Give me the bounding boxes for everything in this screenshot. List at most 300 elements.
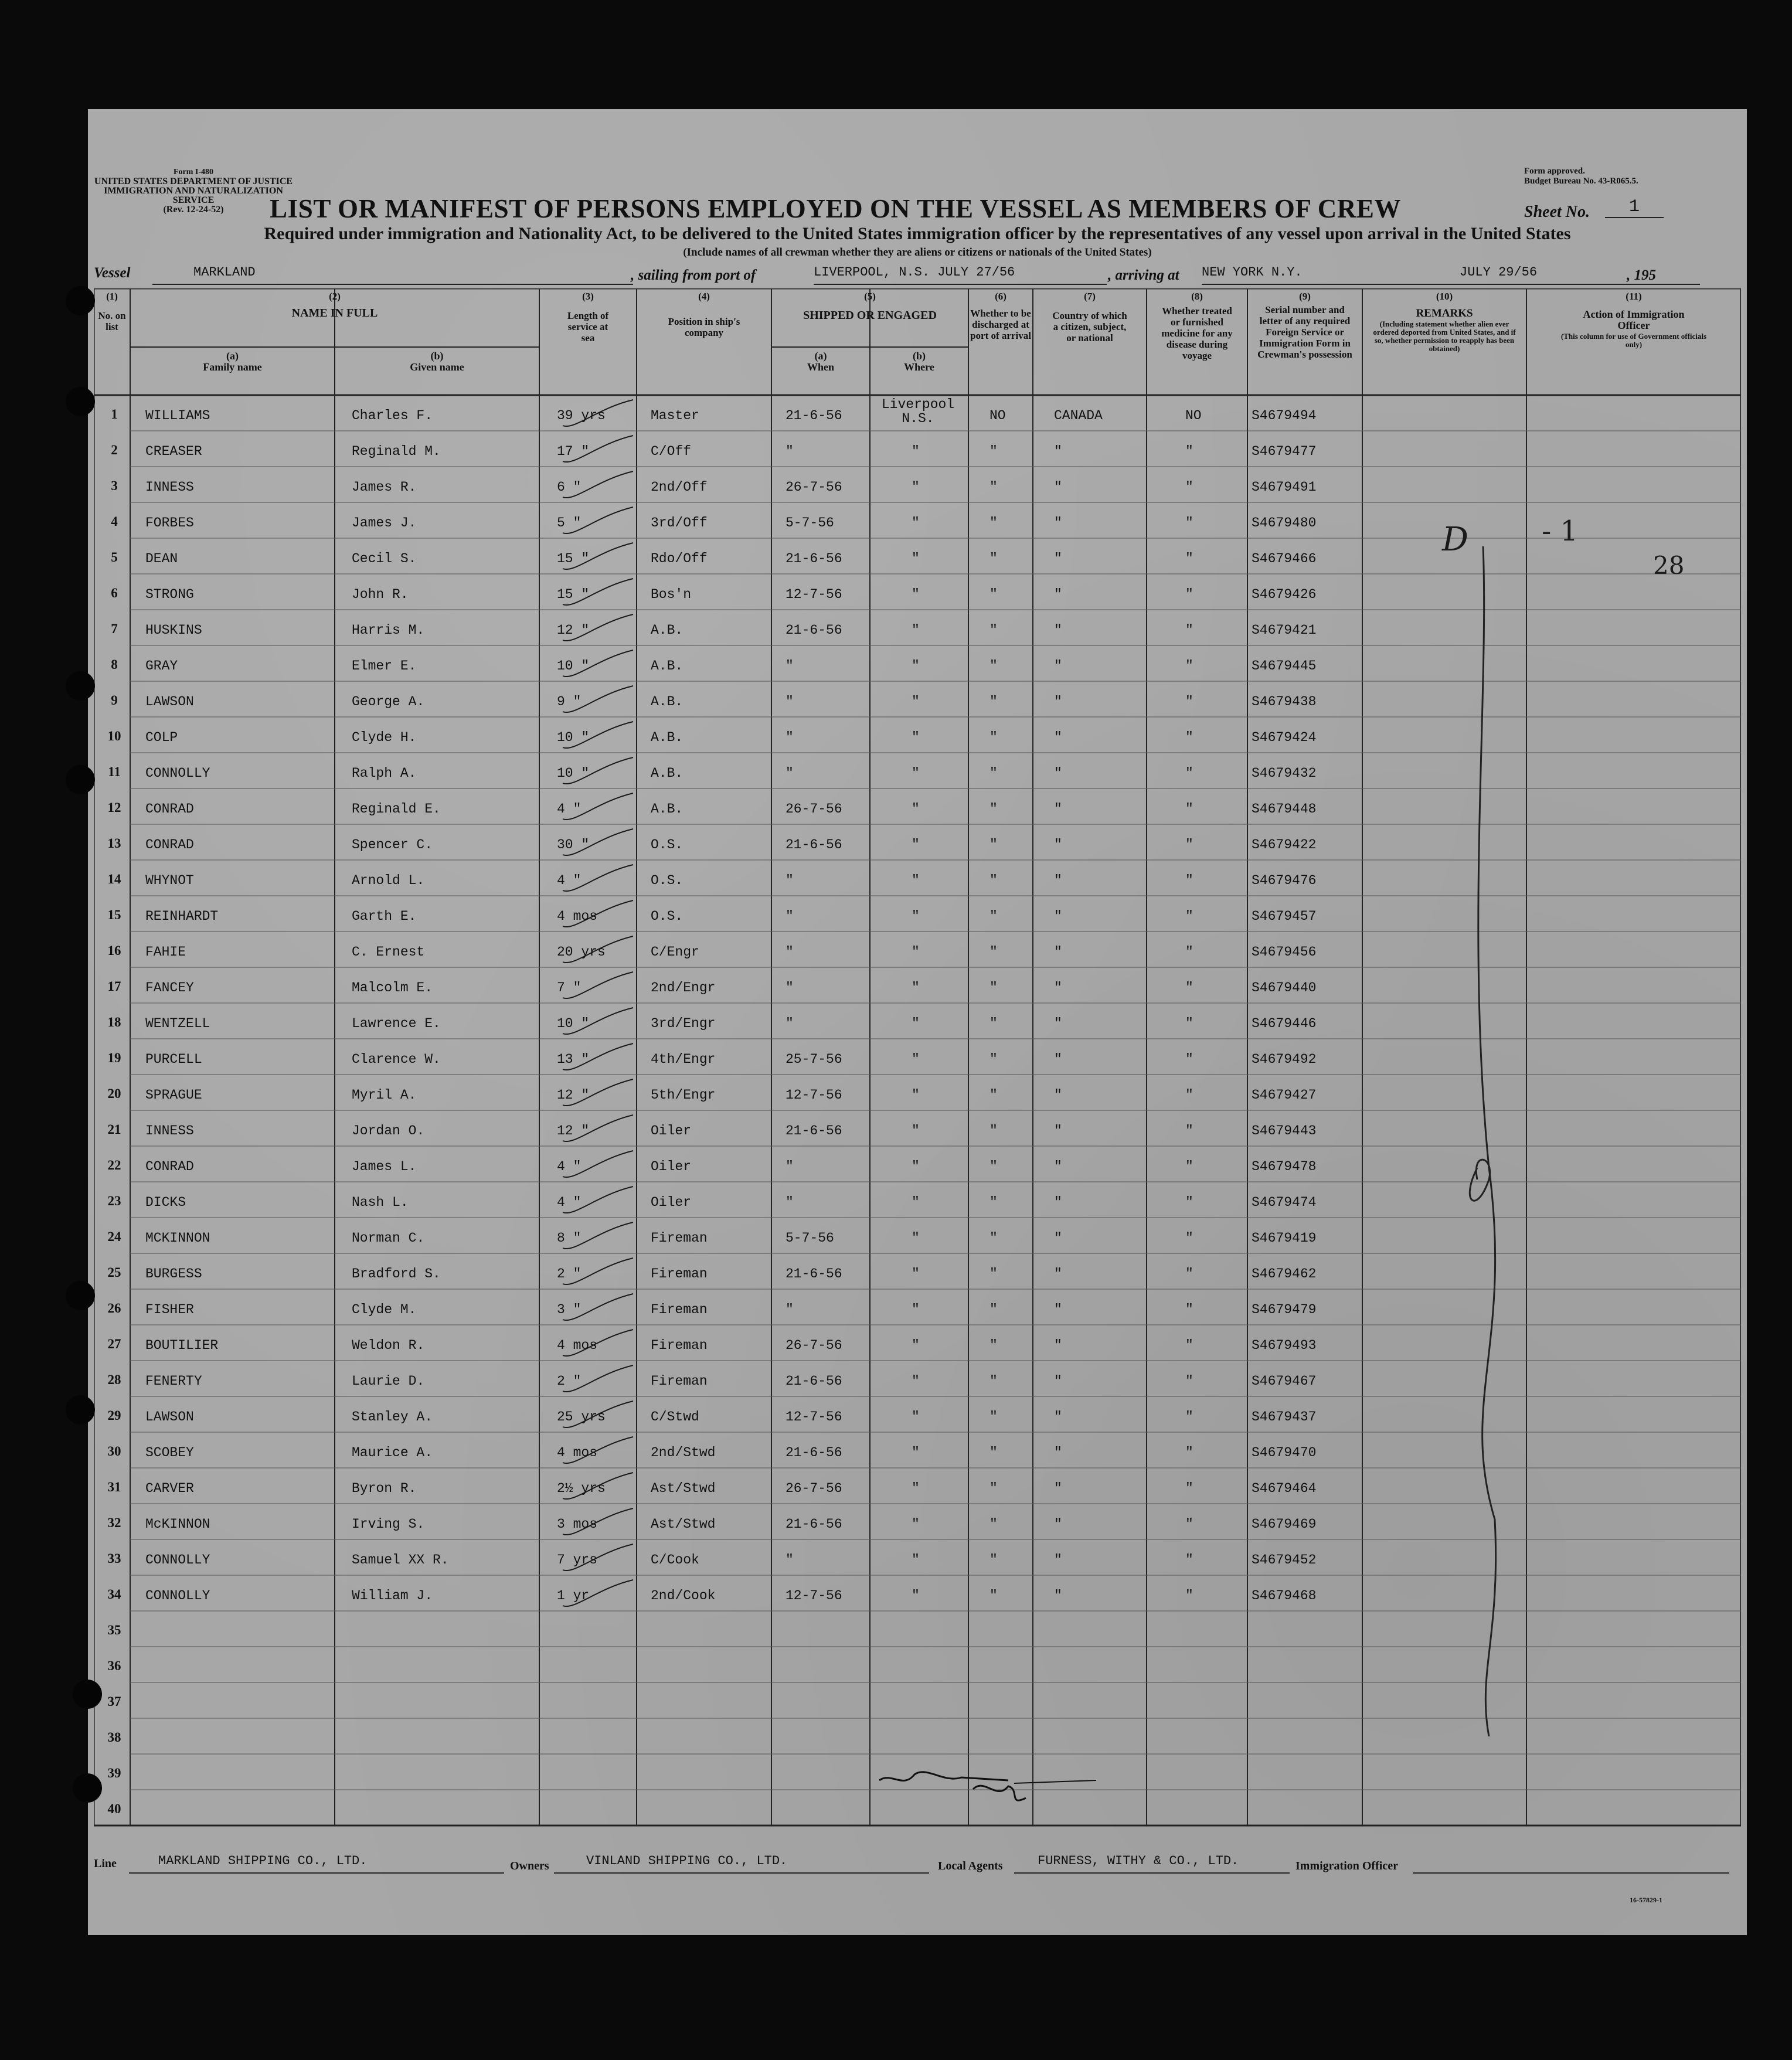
cell-country: "	[1054, 1123, 1062, 1138]
cell-discharged: "	[989, 694, 998, 709]
cell-when: "	[786, 1302, 794, 1317]
cell-discharged: "	[989, 1302, 998, 1317]
cell-service: 20 yrs	[557, 944, 606, 960]
cell-where: "	[912, 1517, 920, 1532]
cell-service: 7 "	[557, 980, 582, 995]
cell-position: Fireman	[651, 1374, 708, 1389]
cell-where: "	[912, 1266, 920, 1281]
row-number: 13	[107, 836, 121, 851]
cell-country: "	[1054, 766, 1062, 781]
row-number: 2	[111, 443, 118, 457]
cell-discharged: "	[989, 1266, 998, 1281]
cell-country: "	[1054, 1087, 1062, 1103]
cell-country: "	[1054, 1266, 1062, 1281]
cell-discharged: "	[989, 1159, 998, 1174]
cell-country: "	[1054, 623, 1062, 638]
cell-serial: S4679470	[1252, 1445, 1317, 1460]
cell-serial: S4679437	[1252, 1409, 1317, 1425]
cell-serial: S4679478	[1252, 1159, 1317, 1174]
cell-when: 12-7-56	[786, 1588, 842, 1603]
cell-position: C/Off	[651, 444, 692, 459]
cell-position: Ast/Stwd	[651, 1517, 716, 1532]
cell-where: "	[912, 1016, 920, 1031]
binder-hole	[73, 1680, 102, 1709]
cell-family: HUSKINS	[145, 623, 202, 638]
print-code: 16-57829-1	[1630, 1896, 1662, 1904]
col10-header: (10) REMARKS (Including statement whether alien ever ordered deported from United States, and if so, whether permission to reapply has been obtained)	[1373, 291, 1516, 353]
cell-when: "	[786, 694, 794, 709]
row-number: 22	[107, 1158, 121, 1172]
cell-serial: S4679457	[1252, 909, 1317, 924]
col11-header: (11) Action of Immigration Officer (This column for use of Government officials only)	[1560, 291, 1707, 349]
cell-family: CONNOLLY	[145, 1552, 210, 1568]
cell-serial: S4679424	[1252, 730, 1317, 745]
cell-where: "	[912, 551, 920, 566]
sheet-number: 1	[1605, 197, 1664, 218]
cell-position: 2nd/Engr	[651, 980, 716, 995]
col2b-header: (b) Given name	[410, 350, 464, 373]
cell-discharged: "	[989, 1016, 998, 1031]
cell-when: "	[786, 1552, 794, 1568]
form-number: Form I-480	[173, 168, 214, 176]
cell-discharged: "	[989, 444, 998, 459]
crew-table	[94, 288, 1741, 1842]
cell-serial: S4679467	[1252, 1374, 1317, 1389]
cell-where: "	[912, 515, 920, 531]
initial-mark: D	[1442, 521, 1468, 559]
cell-position: A.B.	[651, 766, 684, 781]
row-number: 5	[111, 550, 118, 565]
cell-family: FANCEY	[145, 980, 194, 995]
cell-serial: S4679476	[1252, 873, 1317, 888]
row-number: 19	[107, 1051, 121, 1065]
cell-when: 26-7-56	[786, 1481, 842, 1496]
cell-where: "	[912, 587, 920, 602]
cell-serial: S4679438	[1252, 694, 1317, 709]
vessel-name: MARKLAND	[193, 265, 256, 280]
cell-where: "	[912, 1123, 920, 1138]
cell-where: "	[912, 694, 920, 709]
cell-family: CONRAD	[145, 837, 194, 852]
cell-serial: S4679448	[1252, 801, 1317, 817]
cell-discharged: "	[989, 1445, 998, 1460]
cell-where: "	[912, 1552, 920, 1568]
cell-discharged: "	[989, 480, 998, 495]
cell-medicine: "	[1185, 873, 1193, 888]
cell-country: "	[1054, 515, 1062, 531]
cell-medicine: "	[1185, 587, 1193, 602]
pencil-marks	[94, 288, 1741, 1842]
cell-country: "	[1054, 444, 1062, 459]
cell-medicine: "	[1185, 1087, 1193, 1103]
cell-given: Maurice A.	[352, 1445, 433, 1460]
cell-discharged: "	[989, 1409, 998, 1425]
cell-where: "	[912, 909, 920, 924]
cell-family: SCOBEY	[145, 1445, 194, 1460]
cell-serial: S4679474	[1252, 1195, 1317, 1210]
cell-when: 21-6-56	[786, 837, 842, 852]
cell-given: Reginald E.	[352, 801, 441, 817]
cell-when: 21-6-56	[786, 1517, 842, 1532]
cell-given: Stanley A.	[352, 1409, 433, 1425]
cell-serial: S4679477	[1252, 444, 1317, 459]
cell-position: O.S.	[651, 837, 684, 852]
agents-label: Local Agents	[938, 1860, 1003, 1872]
cell-given: Malcolm E.	[352, 980, 433, 995]
cell-where: "	[912, 766, 920, 781]
cell-where: "	[912, 1302, 920, 1317]
cell-service: 13 "	[557, 1052, 590, 1067]
cell-country: "	[1054, 1302, 1062, 1317]
cell-medicine: "	[1185, 694, 1193, 709]
cell-medicine: "	[1185, 1588, 1193, 1603]
row-number: 29	[107, 1408, 121, 1423]
cell-service: 25 yrs	[557, 1409, 606, 1425]
cell-service: 17 "	[557, 444, 590, 459]
binder-hole	[66, 1281, 95, 1310]
cell-given: Clyde H.	[352, 730, 417, 745]
row-number: 32	[107, 1515, 121, 1530]
cell-medicine: "	[1185, 1374, 1193, 1389]
cell-given: Nash L.	[352, 1195, 409, 1210]
cell-country: "	[1054, 1230, 1062, 1246]
cell-medicine: "	[1185, 909, 1193, 924]
row-number: 17	[107, 979, 121, 994]
cell-serial: S4679446	[1252, 1016, 1317, 1031]
cell-when: "	[786, 873, 794, 888]
cell-family: REINHARDT	[145, 909, 219, 924]
cell-family: McKINNON	[145, 1517, 210, 1532]
cell-given: Jordan O.	[352, 1123, 425, 1138]
cell-family: LAWSON	[145, 694, 194, 709]
vessel-line	[94, 260, 1735, 284]
cell-medicine: "	[1185, 1481, 1193, 1496]
cell-service: 4 mos	[557, 1445, 598, 1460]
cell-serial: S4679419	[1252, 1230, 1317, 1246]
cell-given: Elmer E.	[352, 658, 417, 674]
cell-service: 10 "	[557, 1016, 590, 1031]
row-number: 7	[111, 621, 118, 636]
year-label: , 195	[1627, 267, 1656, 283]
cell-discharged: "	[989, 658, 998, 674]
row-number: 33	[107, 1551, 121, 1566]
row-number: 30	[107, 1444, 121, 1459]
cell-country: "	[1054, 694, 1062, 709]
cell-service: 4 mos	[557, 1338, 598, 1353]
owners-company: VINLAND SHIPPING CO., LTD.	[586, 1854, 788, 1868]
sailing-label: , sailing from port of	[631, 267, 756, 283]
manifest-sheet	[88, 109, 1747, 1935]
form-approved: Form approved.	[1524, 166, 1585, 176]
cell-medicine: NO	[1185, 408, 1202, 423]
cell-service: 15 "	[557, 551, 590, 566]
cell-position: Master	[651, 408, 699, 423]
cell-where: "	[912, 944, 920, 960]
row-number: 3	[111, 478, 118, 493]
row-number: 1	[111, 407, 118, 421]
cell-family: PURCELL	[145, 1052, 202, 1067]
cell-discharged: "	[989, 1052, 998, 1067]
cell-service: 2 "	[557, 1266, 582, 1281]
cell-when: 21-6-56	[786, 1266, 842, 1281]
row-number: 11	[108, 764, 121, 779]
cell-medicine: "	[1185, 801, 1193, 817]
cell-position: Oiler	[651, 1159, 692, 1174]
cell-position: Fireman	[651, 1338, 708, 1353]
cell-serial: S4679452	[1252, 1552, 1317, 1568]
cell-given: George A.	[352, 694, 425, 709]
cell-where: "	[912, 480, 920, 495]
cell-service: 3 mos	[557, 1517, 598, 1532]
cell-service: 30 "	[557, 837, 590, 852]
cell-when: 12-7-56	[786, 1409, 842, 1425]
cell-service: 4 "	[557, 1195, 582, 1210]
cell-family: CONRAD	[145, 801, 194, 817]
cell-when: "	[786, 1195, 794, 1210]
cell-position: 2nd/Stwd	[651, 1445, 716, 1460]
cell-country: "	[1054, 480, 1062, 495]
cell-given: Garth E.	[352, 909, 417, 924]
cell-discharged: "	[989, 551, 998, 566]
cell-position: C/Cook	[651, 1552, 699, 1568]
cell-given: Myril A.	[352, 1087, 417, 1103]
cell-discharged: "	[989, 1230, 998, 1246]
cell-discharged: NO	[989, 408, 1006, 423]
row-number: 9	[111, 693, 118, 708]
cell-where: "	[912, 873, 920, 888]
cell-discharged: "	[989, 801, 998, 817]
row-number: 21	[107, 1122, 121, 1137]
cell-discharged: "	[989, 1338, 998, 1353]
cell-where: "	[912, 1159, 920, 1174]
cell-serial: S4679480	[1252, 515, 1317, 531]
officer-label: Immigration Officer	[1295, 1860, 1398, 1872]
cell-given: James R.	[352, 480, 417, 495]
cell-country: "	[1054, 1195, 1062, 1210]
cell-given: Harris M.	[352, 623, 425, 638]
col4-header: (4) Position in ship's company	[668, 291, 740, 338]
col5b-header: (b) Where	[904, 350, 934, 373]
vessel-label: Vessel	[94, 265, 131, 281]
col1-header: (1) No. on list	[98, 291, 126, 332]
cell-serial: S4679445	[1252, 658, 1317, 674]
cell-serial: S4679466	[1252, 551, 1317, 566]
cell-service: 39 yrs	[557, 408, 606, 423]
cell-country: "	[1054, 1052, 1062, 1067]
cell-given: Weldon R.	[352, 1338, 425, 1353]
cell-where: "	[912, 1087, 920, 1103]
cell-family: COLP	[145, 730, 178, 745]
cell-position: 2nd/Off	[651, 480, 708, 495]
cell-service: 2½ yrs	[557, 1481, 606, 1496]
cell-when: 5-7-56	[786, 1230, 834, 1246]
arrival-port: NEW YORK N.Y.	[1202, 265, 1303, 280]
cell-discharged: "	[989, 766, 998, 781]
cell-position: Oiler	[651, 1123, 692, 1138]
cell-service: 4 "	[557, 801, 582, 817]
cell-serial: S4679479	[1252, 1302, 1317, 1317]
cell-position: A.B.	[651, 801, 684, 817]
budget-bureau: Budget Bureau No. 43-R065.5.	[1524, 176, 1638, 186]
cell-serial: S4679456	[1252, 944, 1317, 960]
cell-when: "	[786, 980, 794, 995]
binder-hole	[66, 286, 95, 315]
cell-given: Samuel XX R.	[352, 1552, 449, 1568]
cell-medicine: "	[1185, 658, 1193, 674]
cell-medicine: "	[1185, 1517, 1193, 1532]
cell-family: CONNOLLY	[145, 766, 210, 781]
cell-service: 1 yr	[557, 1588, 590, 1603]
sub-subtitle: (Include names of all crewman whether they are aliens or citizens or nationals of the United States)	[683, 246, 1152, 259]
cell-country: "	[1054, 1016, 1062, 1031]
cell-country: "	[1054, 1552, 1062, 1568]
cell-where: "	[912, 1445, 920, 1460]
cell-position: O.S.	[651, 873, 684, 888]
cell-given: Charles F.	[352, 408, 433, 423]
cell-country: "	[1054, 730, 1062, 745]
cell-given: Reginald M.	[352, 444, 441, 459]
binder-hole	[66, 671, 95, 701]
cell-discharged: "	[989, 980, 998, 995]
cell-where: "	[912, 444, 920, 459]
cell-when: "	[786, 444, 794, 459]
cell-where: "	[912, 1230, 920, 1246]
cell-position: Rdo/Off	[651, 551, 708, 566]
cell-service: 7 yrs	[557, 1552, 598, 1568]
cell-where: "	[912, 623, 920, 638]
cell-family: WHYNOT	[145, 873, 194, 888]
cell-when: 26-7-56	[786, 801, 842, 817]
cell-family: CARVER	[145, 1481, 194, 1496]
cell-country: "	[1054, 944, 1062, 960]
col5-header: (5) SHIPPED OR ENGAGED	[803, 291, 937, 322]
cell-service: 10 "	[557, 766, 590, 781]
cell-position: Bos'n	[651, 587, 692, 602]
row-number: 15	[107, 907, 121, 922]
sheet-label: Sheet No.	[1524, 203, 1590, 221]
cell-country: "	[1054, 1338, 1062, 1353]
binder-hole	[66, 387, 95, 416]
col6-header: (6) Whether to be discharged at port of arrival	[970, 291, 1031, 341]
cell-serial: S4679492	[1252, 1052, 1317, 1067]
cell-where: "	[912, 658, 920, 674]
cell-service: 12 "	[557, 623, 590, 638]
cell-given: Clarence W.	[352, 1052, 441, 1067]
cell-medicine: "	[1185, 837, 1193, 852]
cell-medicine: "	[1185, 980, 1193, 995]
cell-serial: S4679432	[1252, 766, 1317, 781]
cell-serial: S4679462	[1252, 1266, 1317, 1281]
line-company: MARKLAND SHIPPING CO., LTD.	[158, 1854, 368, 1868]
row-number: 40	[107, 1801, 121, 1816]
row-number: 10	[107, 729, 121, 743]
cell-service: 6 "	[557, 480, 582, 495]
cell-country: "	[1054, 658, 1062, 674]
cell-where: "	[912, 1409, 920, 1425]
footer	[94, 1844, 1741, 1904]
cell-service: 2 "	[557, 1374, 582, 1389]
cell-country: CANADA	[1054, 408, 1103, 423]
cell-where: "	[912, 801, 920, 817]
cell-position: 3rd/Off	[651, 515, 708, 531]
cell-medicine: "	[1185, 551, 1193, 566]
cell-when: 12-7-56	[786, 1087, 842, 1103]
dash-one-mark: - 1	[1542, 515, 1579, 548]
cell-when: 21-6-56	[786, 1123, 842, 1138]
row-number: 39	[107, 1766, 121, 1780]
cell-discharged: "	[989, 1517, 998, 1532]
cell-position: C/Engr	[651, 944, 699, 960]
cell-discharged: "	[989, 1123, 998, 1138]
cell-serial: S4679469	[1252, 1517, 1317, 1532]
cell-medicine: "	[1185, 623, 1193, 638]
cell-family: FISHER	[145, 1302, 194, 1317]
cell-family: BURGESS	[145, 1266, 202, 1281]
cell-serial: S4679491	[1252, 480, 1317, 495]
cell-medicine: "	[1185, 1266, 1193, 1281]
owners-label: Owners	[510, 1860, 549, 1872]
cell-given: Bradford S.	[352, 1266, 441, 1281]
cell-serial: S4679440	[1252, 980, 1317, 995]
col7-header: (7) Country of which a citizen, subject, or national	[1052, 291, 1127, 344]
cell-family: DICKS	[145, 1195, 186, 1210]
cell-service: 5 "	[557, 515, 582, 531]
row-number: 6	[111, 586, 118, 600]
cell-given: Arnold L.	[352, 873, 425, 888]
cell-given: Norman C.	[352, 1230, 425, 1246]
cell-service: 4 "	[557, 1159, 582, 1174]
cell-family: INNESS	[145, 1123, 194, 1138]
cell-medicine: "	[1185, 944, 1193, 960]
cell-country: "	[1054, 1517, 1062, 1532]
cell-when: 21-6-56	[786, 1374, 842, 1389]
cell-country: "	[1054, 1445, 1062, 1460]
cell-family: WENTZELL	[145, 1016, 210, 1031]
cell-medicine: "	[1185, 480, 1193, 495]
cell-serial: S4679421	[1252, 623, 1317, 638]
cell-service: 10 "	[557, 658, 590, 674]
cell-service: 12 "	[557, 1123, 590, 1138]
row-number: 28	[107, 1372, 121, 1387]
cell-given: John R.	[352, 587, 409, 602]
cell-when: 21-6-56	[786, 1445, 842, 1460]
cell-medicine: "	[1185, 1123, 1193, 1138]
cell-serial: S4679427	[1252, 1087, 1317, 1103]
cell-medicine: "	[1185, 1159, 1193, 1174]
cell-medicine: "	[1185, 1302, 1193, 1317]
col5a-header: (a) When	[807, 350, 834, 373]
cell-when: "	[786, 730, 794, 745]
cell-family: MCKINNON	[145, 1230, 210, 1246]
arrival-date: JULY 29/56	[1460, 265, 1538, 280]
cell-medicine: "	[1185, 515, 1193, 531]
cell-medicine: "	[1185, 444, 1193, 459]
binder-hole	[66, 1395, 95, 1425]
cell-country: "	[1054, 873, 1062, 888]
cell-country: "	[1054, 980, 1062, 995]
cell-country: "	[1054, 909, 1062, 924]
cell-service: 9 "	[557, 694, 582, 709]
col8-header: (8) Whether treated or furnished medicine for any disease during voyage	[1161, 291, 1233, 361]
cell-service: 15 "	[557, 587, 590, 602]
binder-hole	[73, 1773, 102, 1803]
cell-discharged: "	[989, 623, 998, 638]
cell-when: 5-7-56	[786, 515, 834, 531]
cell-position: 4th/Engr	[651, 1052, 716, 1067]
cell-country: "	[1054, 1481, 1062, 1496]
cell-country: "	[1054, 1409, 1062, 1425]
cell-family: FENERTY	[145, 1374, 202, 1389]
